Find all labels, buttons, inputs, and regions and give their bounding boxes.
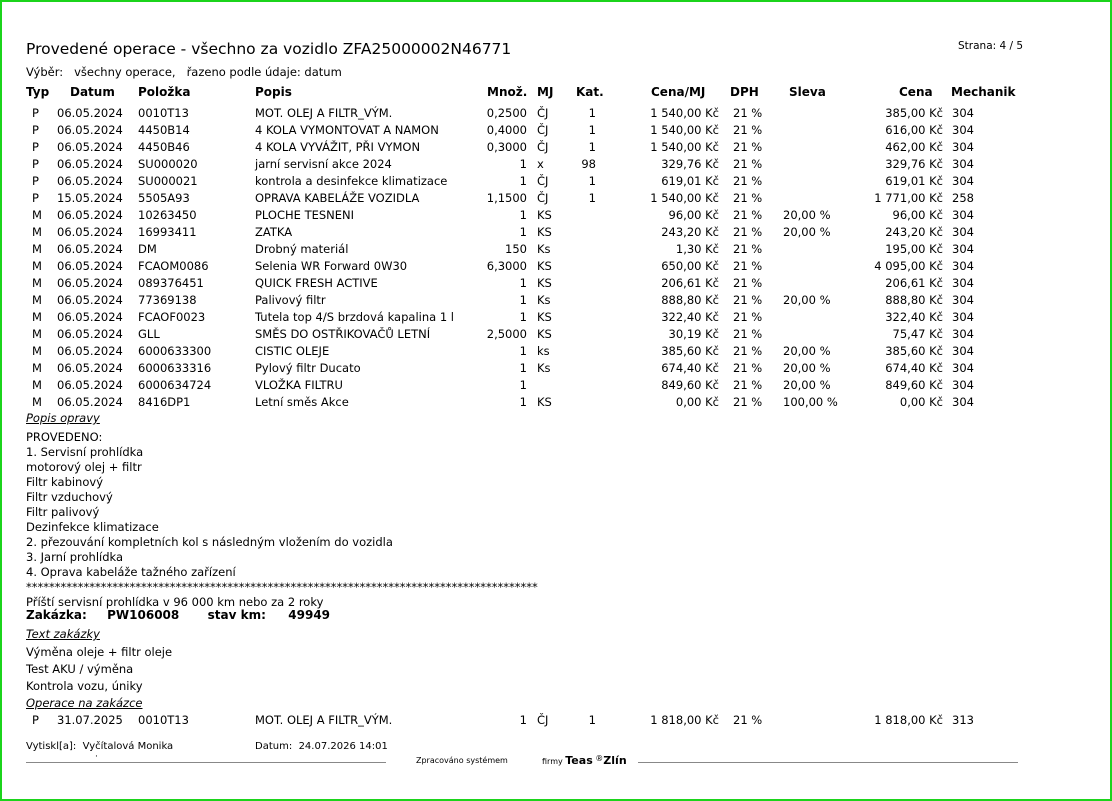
cell-cena-mj: 849,60 Kč bbox=[661, 378, 719, 392]
col-datum: Datum bbox=[70, 85, 115, 99]
cell-cena: 385,60 Kč bbox=[885, 344, 943, 358]
order-ops-heading: Operace na zakázce bbox=[26, 696, 143, 710]
cell-polozka: 6000634724 bbox=[138, 378, 212, 392]
cell-mechanik: 304 bbox=[952, 378, 974, 392]
text-line: 3. Jarní prohlídka bbox=[26, 550, 124, 564]
cell-sleva: 20,00 % bbox=[783, 361, 831, 375]
cell-mechanik: 304 bbox=[952, 242, 974, 256]
filter-line bbox=[26, 65, 342, 79]
table-row bbox=[0, 225, 1112, 242]
cell-dph: 21 % bbox=[733, 140, 763, 154]
footer-line-right bbox=[638, 762, 1018, 763]
cell-cena-mj: 0,00 Kč bbox=[675, 395, 719, 409]
cell-cena-mj: 1 540,00 Kč bbox=[650, 140, 719, 154]
cell-polozka: SU000020 bbox=[138, 157, 198, 171]
cell-mj: Ks bbox=[537, 242, 551, 256]
cell-polozka: 4450B14 bbox=[138, 123, 190, 137]
cell-cena: 462,00 Kč bbox=[885, 140, 943, 154]
printed-label: Vytiskl[a]: bbox=[26, 741, 77, 752]
cell-typ: P bbox=[32, 713, 39, 727]
cell-mnoz: 1 bbox=[519, 344, 527, 358]
cell-dph: 21 % bbox=[733, 225, 763, 239]
printed-name: Vyčítalová Monika bbox=[82, 741, 174, 752]
cell-mj: KS bbox=[537, 225, 552, 239]
cell-dph: 21 % bbox=[733, 123, 763, 137]
table-row bbox=[0, 140, 1112, 157]
table-row bbox=[0, 106, 1112, 123]
cell-cena: 206,61 Kč bbox=[885, 276, 943, 290]
order-text bbox=[26, 644, 172, 695]
table-row bbox=[0, 157, 1112, 174]
text-line: motorový olej + filtr bbox=[26, 460, 142, 474]
footer-line-left bbox=[26, 762, 386, 763]
col-typ: Typ bbox=[26, 85, 50, 99]
cell-kat: 1 bbox=[588, 140, 596, 154]
cell-popis: Palivový filtr bbox=[255, 293, 326, 307]
cell-dph: 21 % bbox=[733, 378, 763, 392]
dot-mark: · bbox=[95, 752, 98, 762]
cell-popis: Letní směs Akce bbox=[255, 395, 349, 409]
text-line: Kontrola vozu, úniky bbox=[26, 679, 143, 693]
cell-mnoz: 1 bbox=[519, 225, 527, 239]
cell-datum: 06.05.2024 bbox=[57, 361, 123, 375]
cell-cena: 322,40 Kč bbox=[885, 310, 943, 324]
cell-typ: M bbox=[32, 361, 42, 375]
cell-datum: 06.05.2024 bbox=[57, 208, 123, 222]
cell-mechanik: 304 bbox=[952, 327, 974, 341]
cell-cena-mj: 30,19 Kč bbox=[668, 327, 719, 341]
cell-mechanik: 304 bbox=[952, 310, 974, 324]
col-dph: DPH bbox=[730, 85, 759, 99]
cell-cena: 96,00 Kč bbox=[892, 208, 943, 222]
col-cena-mj: Cena/MJ bbox=[651, 85, 706, 99]
cell-popis: SMĚS DO OSTŘIKOVAČŮ LETNÍ bbox=[255, 327, 431, 341]
cell-mj: KS bbox=[537, 310, 552, 324]
cell-mnoz: 2,5000 bbox=[486, 327, 527, 341]
filter-label: Výběr: bbox=[26, 65, 64, 79]
cell-popis: jarní servisní akce 2024 bbox=[255, 157, 392, 171]
cell-typ: M bbox=[32, 225, 42, 239]
text-line: Příští servisní prohlídka v 96 000 km nebo za 2 roky bbox=[26, 595, 324, 609]
text-line: PROVEDENO: bbox=[26, 430, 103, 444]
table-row bbox=[0, 259, 1112, 276]
cell-mj: ČJ bbox=[537, 174, 549, 188]
registered-mark: ® bbox=[595, 754, 604, 763]
cell-mnoz: 0,4000 bbox=[486, 123, 527, 137]
cell-mechanik: 304 bbox=[952, 208, 974, 222]
cell-popis: Pylový filtr Ducato bbox=[255, 361, 361, 375]
table-row bbox=[0, 327, 1112, 344]
cell-mechanik: 313 bbox=[952, 713, 974, 727]
cell-mechanik: 304 bbox=[952, 361, 974, 375]
cell-cena-mj: 243,20 Kč bbox=[661, 225, 719, 239]
cell-cena-mj: 619,01 Kč bbox=[661, 174, 719, 188]
text-line: ***************************************************************************************** bbox=[26, 580, 538, 594]
cell-datum: 06.05.2024 bbox=[57, 242, 123, 256]
km-value: 49949 bbox=[288, 608, 331, 622]
cell-typ: P bbox=[32, 123, 39, 137]
date-value: 24.07.2026 14:01 bbox=[298, 741, 388, 752]
cell-mechanik: 304 bbox=[952, 293, 974, 307]
cell-mj: ČJ bbox=[537, 140, 549, 154]
text-line: Filtr vzduchový bbox=[26, 490, 113, 504]
order-info bbox=[26, 608, 330, 622]
table-row bbox=[0, 123, 1112, 140]
cell-dph: 21 % bbox=[733, 174, 763, 188]
cell-mj: Ks bbox=[537, 361, 551, 375]
cell-kat: 1 bbox=[588, 713, 596, 727]
cell-typ: M bbox=[32, 395, 42, 409]
cell-datum: 06.05.2024 bbox=[57, 310, 123, 324]
cell-polozka: FCAOF0023 bbox=[138, 310, 206, 324]
cell-cena: 1 818,00 Kč bbox=[874, 713, 943, 727]
table-row bbox=[0, 310, 1112, 327]
cell-dph: 21 % bbox=[733, 361, 763, 375]
cell-typ: M bbox=[32, 378, 42, 392]
cell-datum: 06.05.2024 bbox=[57, 225, 123, 239]
table-row bbox=[0, 293, 1112, 310]
text-line: Test AKU / výměna bbox=[26, 662, 134, 676]
cell-polozka: 6000633316 bbox=[138, 361, 212, 375]
firm-city: Zlín bbox=[603, 754, 627, 767]
text-line: 1. Servisní prohlídka bbox=[26, 445, 144, 459]
order-label: Zakázka: bbox=[26, 608, 87, 622]
cell-polozka: 77369138 bbox=[138, 293, 197, 307]
cell-datum: 06.05.2024 bbox=[57, 378, 123, 392]
cell-dph: 21 % bbox=[733, 242, 763, 256]
cell-typ: M bbox=[32, 344, 42, 358]
text-line: 4. Oprava kabeláže tažného zařízení bbox=[26, 565, 236, 579]
cell-dph: 21 % bbox=[733, 713, 763, 727]
cell-datum: 15.05.2024 bbox=[57, 191, 123, 205]
cell-mj: Ks bbox=[537, 293, 551, 307]
cell-datum: 06.05.2024 bbox=[57, 259, 123, 273]
km-label: stav km: bbox=[207, 608, 266, 622]
cell-mechanik: 304 bbox=[952, 140, 974, 154]
cell-typ: P bbox=[32, 157, 39, 171]
cell-mnoz: 1 bbox=[519, 713, 527, 727]
cell-polozka: SU000021 bbox=[138, 174, 198, 188]
cell-mechanik: 304 bbox=[952, 174, 974, 188]
cell-dph: 21 % bbox=[733, 106, 763, 120]
table-row bbox=[0, 361, 1112, 378]
cell-kat: 1 bbox=[588, 123, 596, 137]
printed-by bbox=[26, 741, 173, 752]
cell-mj: ČJ bbox=[537, 106, 549, 120]
cell-mnoz: 1 bbox=[519, 395, 527, 409]
cell-mnoz: 6,3000 bbox=[486, 259, 527, 273]
cell-datum: 06.05.2024 bbox=[57, 276, 123, 290]
cell-kat: 1 bbox=[588, 191, 596, 205]
cell-typ: M bbox=[32, 327, 42, 341]
cell-cena-mj: 322,40 Kč bbox=[661, 310, 719, 324]
cell-typ: P bbox=[32, 106, 39, 120]
cell-sleva: 20,00 % bbox=[783, 293, 831, 307]
cell-cena-mj: 1 818,00 Kč bbox=[650, 713, 719, 727]
cell-polozka: 0010T13 bbox=[138, 106, 189, 120]
cell-polozka: DM bbox=[138, 242, 157, 256]
cell-cena-mj: 329,76 Kč bbox=[661, 157, 719, 171]
cell-popis: MOT. OLEJ A FILTR_VÝM. bbox=[255, 713, 393, 727]
cell-dph: 21 % bbox=[733, 327, 763, 341]
cell-cena: 849,60 Kč bbox=[885, 378, 943, 392]
cell-mechanik: 304 bbox=[952, 259, 974, 273]
table-row bbox=[0, 395, 1112, 412]
cell-cena-mj: 96,00 Kč bbox=[668, 208, 719, 222]
cell-datum: 06.05.2024 bbox=[57, 395, 123, 409]
order-number: PW106008 bbox=[107, 608, 180, 622]
cell-cena: 75,47 Kč bbox=[892, 327, 943, 341]
cell-datum: 06.05.2024 bbox=[57, 327, 123, 341]
cell-cena: 888,80 Kč bbox=[885, 293, 943, 307]
cell-sleva: 20,00 % bbox=[783, 225, 831, 239]
col-sleva: Sleva bbox=[789, 85, 826, 99]
col-mechanik: Mechanik bbox=[951, 85, 1016, 99]
cell-datum: 06.05.2024 bbox=[57, 344, 123, 358]
cell-datum: 06.05.2024 bbox=[57, 174, 123, 188]
cell-typ: M bbox=[32, 310, 42, 324]
cell-kat: 1 bbox=[588, 106, 596, 120]
text-line: 2. přezouvání kompletních kol s následným vložením do vozidla bbox=[26, 535, 393, 549]
cell-mj: x bbox=[537, 157, 544, 171]
cell-dph: 21 % bbox=[733, 276, 763, 290]
cell-mnoz: 1 bbox=[519, 293, 527, 307]
cell-kat: 1 bbox=[588, 174, 596, 188]
cell-popis: OPRAVA KABELÁŽE VOZIDLA bbox=[255, 191, 420, 205]
table-row bbox=[0, 208, 1112, 225]
cell-dph: 21 % bbox=[733, 344, 763, 358]
cell-cena: 4 095,00 Kč bbox=[874, 259, 943, 273]
cell-mj: KS bbox=[537, 276, 552, 290]
table-row bbox=[0, 344, 1112, 361]
cell-datum: 06.05.2024 bbox=[57, 157, 123, 171]
page-number: Strana: 4 / 5 bbox=[958, 40, 1024, 52]
cell-cena-mj: 674,40 Kč bbox=[661, 361, 719, 375]
cell-cena-mj: 385,60 Kč bbox=[661, 344, 719, 358]
cell-cena-mj: 1 540,00 Kč bbox=[650, 106, 719, 120]
order-text-heading: Text zakázky bbox=[26, 627, 100, 641]
table-row bbox=[0, 713, 1112, 730]
cell-mj: KS bbox=[537, 259, 552, 273]
cell-cena: 329,76 Kč bbox=[885, 157, 943, 171]
cell-mj: ČJ bbox=[537, 123, 549, 137]
cell-mechanik: 304 bbox=[952, 276, 974, 290]
cell-cena: 385,00 Kč bbox=[885, 106, 943, 120]
cell-popis: QUICK FRESH ACTIVE bbox=[255, 276, 378, 290]
cell-typ: M bbox=[32, 259, 42, 273]
cell-mnoz: 1 bbox=[519, 208, 527, 222]
cell-mechanik: 304 bbox=[952, 106, 974, 120]
cell-dph: 21 % bbox=[733, 191, 763, 205]
text-line: Filtr kabinový bbox=[26, 475, 103, 489]
cell-mj: ČJ bbox=[537, 191, 549, 205]
cell-cena: 616,00 Kč bbox=[885, 123, 943, 137]
cell-mnoz: 1 bbox=[519, 310, 527, 324]
cell-datum: 31.07.2025 bbox=[57, 713, 123, 727]
cell-mnoz: 1 bbox=[519, 276, 527, 290]
cell-popis: Tutela top 4/S brzdová kapalina 1 l bbox=[255, 310, 455, 324]
repair-desc-text bbox=[26, 430, 538, 610]
col-mnoz: Množ. bbox=[487, 85, 528, 99]
cell-cena: 674,40 Kč bbox=[885, 361, 943, 375]
text-line: Dezinfekce klimatizace bbox=[26, 520, 159, 534]
cell-dph: 21 % bbox=[733, 293, 763, 307]
cell-polozka: 4450B46 bbox=[138, 140, 190, 154]
cell-cena-mj: 650,00 Kč bbox=[661, 259, 719, 273]
cell-mj: ks bbox=[537, 344, 550, 358]
cell-popis: 4 KOLA VYVÁŽIT, PŘI VYMON bbox=[255, 140, 421, 154]
report-title: Provedené operace - všechno za vozidlo ZFA25000002N46771 bbox=[26, 40, 512, 58]
cell-dph: 21 % bbox=[733, 310, 763, 324]
cell-polozka: 6000633300 bbox=[138, 344, 212, 358]
cell-datum: 06.05.2024 bbox=[57, 140, 123, 154]
cell-cena-mj: 888,80 Kč bbox=[661, 293, 719, 307]
cell-mnoz: 1 bbox=[519, 361, 527, 375]
cell-cena: 195,00 Kč bbox=[885, 242, 943, 256]
cell-popis: Selenia WR Forward 0W30 bbox=[255, 259, 408, 273]
cell-popis: PLOCHE TESNENI bbox=[255, 208, 355, 222]
cell-datum: 06.05.2024 bbox=[57, 106, 123, 120]
cell-polozka: 5505A93 bbox=[138, 191, 190, 205]
cell-cena: 0,00 Kč bbox=[899, 395, 943, 409]
cell-typ: P bbox=[32, 140, 39, 154]
filter-value: všechny operace, bbox=[74, 65, 176, 79]
table-row bbox=[0, 191, 1112, 208]
cell-cena: 243,20 Kč bbox=[885, 225, 943, 239]
cell-cena-mj: 1 540,00 Kč bbox=[650, 191, 719, 205]
cell-mnoz: 150 bbox=[505, 242, 527, 256]
cell-mechanik: 304 bbox=[952, 123, 974, 137]
text-line: Výměna oleje + filtr oleje bbox=[26, 645, 173, 659]
cell-sleva: 100,00 % bbox=[783, 395, 838, 409]
cell-popis: CISTIC OLEJE bbox=[255, 344, 330, 358]
cell-typ: M bbox=[32, 276, 42, 290]
cell-mnoz: 1 bbox=[519, 157, 527, 171]
cell-mechanik: 304 bbox=[952, 157, 974, 171]
col-kat: Kat. bbox=[576, 85, 604, 99]
cell-dph: 21 % bbox=[733, 208, 763, 222]
cell-cena: 1 771,00 Kč bbox=[874, 191, 943, 205]
cell-sleva: 20,00 % bbox=[783, 344, 831, 358]
cell-mj: KS bbox=[537, 327, 552, 341]
cell-cena-mj: 206,61 Kč bbox=[661, 276, 719, 290]
cell-kat: 98 bbox=[581, 157, 596, 171]
cell-popis: 4 KOLA VYMONTOVAT A NAMON bbox=[255, 123, 439, 137]
table-row bbox=[0, 378, 1112, 395]
cell-polozka: 8416DP1 bbox=[138, 395, 191, 409]
cell-popis: VLOŽKA FILTRU bbox=[255, 378, 343, 392]
cell-typ: M bbox=[32, 208, 42, 222]
cell-popis: ZATKA bbox=[255, 225, 293, 239]
cell-cena-mj: 1,30 Kč bbox=[675, 242, 719, 256]
cell-typ: P bbox=[32, 174, 39, 188]
cell-typ: M bbox=[32, 293, 42, 307]
cell-cena: 619,01 Kč bbox=[885, 174, 943, 188]
cell-popis: MOT. OLEJ A FILTR_VÝM. bbox=[255, 106, 393, 120]
cell-polozka: 10263450 bbox=[138, 208, 197, 222]
cell-sleva: 20,00 % bbox=[783, 378, 831, 392]
cell-mechanik: 304 bbox=[952, 225, 974, 239]
cell-mnoz: 0,2500 bbox=[486, 106, 527, 120]
cell-polozka: FCAOM0086 bbox=[138, 259, 209, 273]
text-line: Filtr palivový bbox=[26, 505, 100, 519]
cell-mj: KS bbox=[537, 208, 552, 222]
cell-popis: Drobný materiál bbox=[255, 242, 349, 256]
cell-datum: 06.05.2024 bbox=[57, 123, 123, 137]
date-label: Datum: bbox=[255, 741, 293, 752]
processed-text: Zpracováno systémem bbox=[416, 756, 508, 765]
print-date bbox=[255, 741, 388, 752]
col-cena: Cena bbox=[899, 85, 933, 99]
cell-sleva: 20,00 % bbox=[783, 208, 831, 222]
cell-cena-mj: 1 540,00 Kč bbox=[650, 123, 719, 137]
table-row bbox=[0, 242, 1112, 259]
firm-name: Teas bbox=[565, 754, 593, 767]
cell-dph: 21 % bbox=[733, 395, 763, 409]
cell-typ: M bbox=[32, 242, 42, 256]
firm-text bbox=[542, 754, 627, 767]
cell-popis: kontrola a desinfekce klimatizace bbox=[255, 174, 448, 188]
cell-typ: P bbox=[32, 191, 39, 205]
table-row bbox=[0, 276, 1112, 293]
firm-prefix: firmy bbox=[542, 757, 563, 766]
cell-mnoz: 0,3000 bbox=[486, 140, 527, 154]
cell-mj: KS bbox=[537, 395, 552, 409]
cell-mechanik: 304 bbox=[952, 395, 974, 409]
cell-polozka: 16993411 bbox=[138, 225, 197, 239]
repair-desc-heading: Popis opravy bbox=[26, 411, 100, 425]
cell-mechanik: 304 bbox=[952, 344, 974, 358]
cell-polozka: 089376451 bbox=[138, 276, 204, 290]
cell-polozka: 0010T13 bbox=[138, 713, 189, 727]
cell-datum: 06.05.2024 bbox=[57, 293, 123, 307]
cell-dph: 21 % bbox=[733, 259, 763, 273]
col-mj: MJ bbox=[537, 85, 554, 99]
cell-mj: ČJ bbox=[537, 713, 549, 727]
cell-dph: 21 % bbox=[733, 157, 763, 171]
cell-mnoz: 1 bbox=[519, 174, 527, 188]
cell-mechanik: 258 bbox=[952, 191, 974, 205]
col-polozka: Položka bbox=[138, 85, 191, 99]
col-popis: Popis bbox=[255, 85, 292, 99]
table-row bbox=[0, 174, 1112, 191]
cell-polozka: GLL bbox=[138, 327, 160, 341]
cell-mnoz: 1,1500 bbox=[486, 191, 527, 205]
sort-text: řazeno podle údaje: datum bbox=[186, 65, 342, 79]
cell-mnoz: 1 bbox=[519, 378, 527, 392]
